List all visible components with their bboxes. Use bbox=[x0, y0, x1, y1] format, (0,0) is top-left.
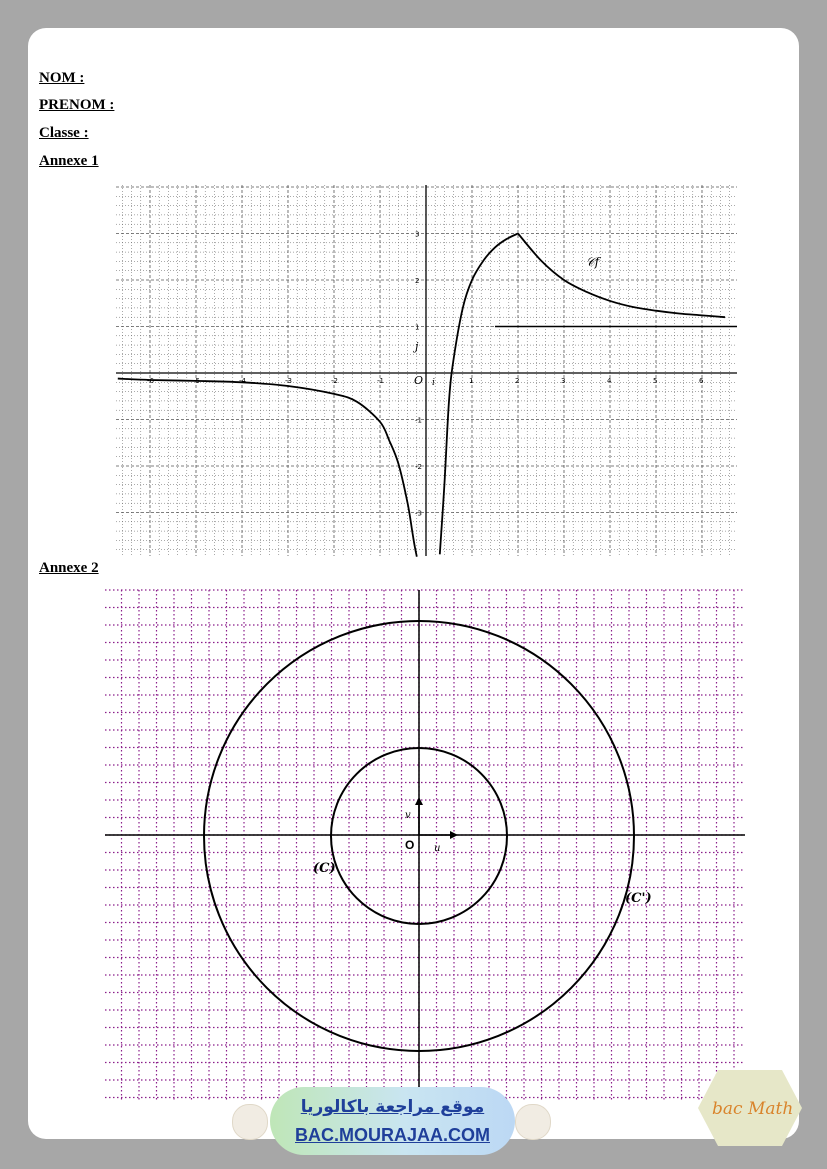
vector-v-label: v bbox=[405, 810, 411, 821]
circle-c-prime-label: (C') bbox=[625, 891, 652, 906]
curve-label: 𝒞f bbox=[586, 255, 600, 269]
y-tick-label: 1 bbox=[415, 323, 420, 332]
y-tick-label: 3 bbox=[415, 230, 420, 239]
footer-site-link[interactable]: BAC.MOURAJAA.COM bbox=[295, 1125, 490, 1145]
origin-label: O bbox=[414, 374, 424, 387]
y-tick-label: 2 bbox=[415, 277, 420, 285]
x-tick-label: -5 bbox=[193, 377, 200, 385]
nom-field: NOM : bbox=[39, 70, 85, 86]
annexe2-grid bbox=[105, 590, 745, 1100]
left-site-logo bbox=[232, 1104, 268, 1140]
x-tick-label: -3 bbox=[285, 377, 292, 385]
x-tick-label: -6 bbox=[147, 377, 154, 385]
vector-i-label: i bbox=[432, 378, 435, 388]
footer-banner[interactable] bbox=[270, 1087, 515, 1155]
x-tick-label: 2 bbox=[515, 377, 520, 385]
circle-c-label: (C) bbox=[313, 861, 336, 876]
vector-j-label: j bbox=[415, 340, 419, 353]
y-tick-label: -3 bbox=[415, 509, 422, 518]
bac-math-logo bbox=[698, 1068, 802, 1148]
annexe2-title: Annexe 2 bbox=[39, 560, 99, 576]
x-tick-label: 1 bbox=[469, 377, 474, 385]
classe-field: Classe : bbox=[39, 125, 89, 141]
y-tick-label: -2 bbox=[415, 463, 422, 471]
x-tick-label: 4 bbox=[607, 377, 612, 385]
x-tick-label: 6 bbox=[699, 377, 704, 385]
x-tick-label: 5 bbox=[653, 377, 658, 385]
footer-arabic-text: موقع مراجعة باكالوريا bbox=[300, 1097, 485, 1117]
annexe1-title: Annexe 1 bbox=[39, 153, 99, 169]
y-tick-label: -1 bbox=[415, 416, 422, 425]
vector-u-label: u bbox=[434, 843, 441, 854]
prenom-field: PRENOM : bbox=[39, 97, 115, 113]
annexe2-origin-label: O bbox=[405, 838, 415, 852]
vector-v-arrowhead bbox=[415, 797, 423, 805]
right-site-logo bbox=[515, 1104, 551, 1140]
x-tick-label: -1 bbox=[377, 377, 384, 385]
x-tick-label: -2 bbox=[331, 377, 338, 385]
svg-text:bac Math: bac Math bbox=[712, 1099, 794, 1119]
vector-u-arrowhead bbox=[450, 831, 458, 839]
x-tick-label: -4 bbox=[239, 377, 246, 385]
x-tick-label: 3 bbox=[561, 377, 566, 385]
